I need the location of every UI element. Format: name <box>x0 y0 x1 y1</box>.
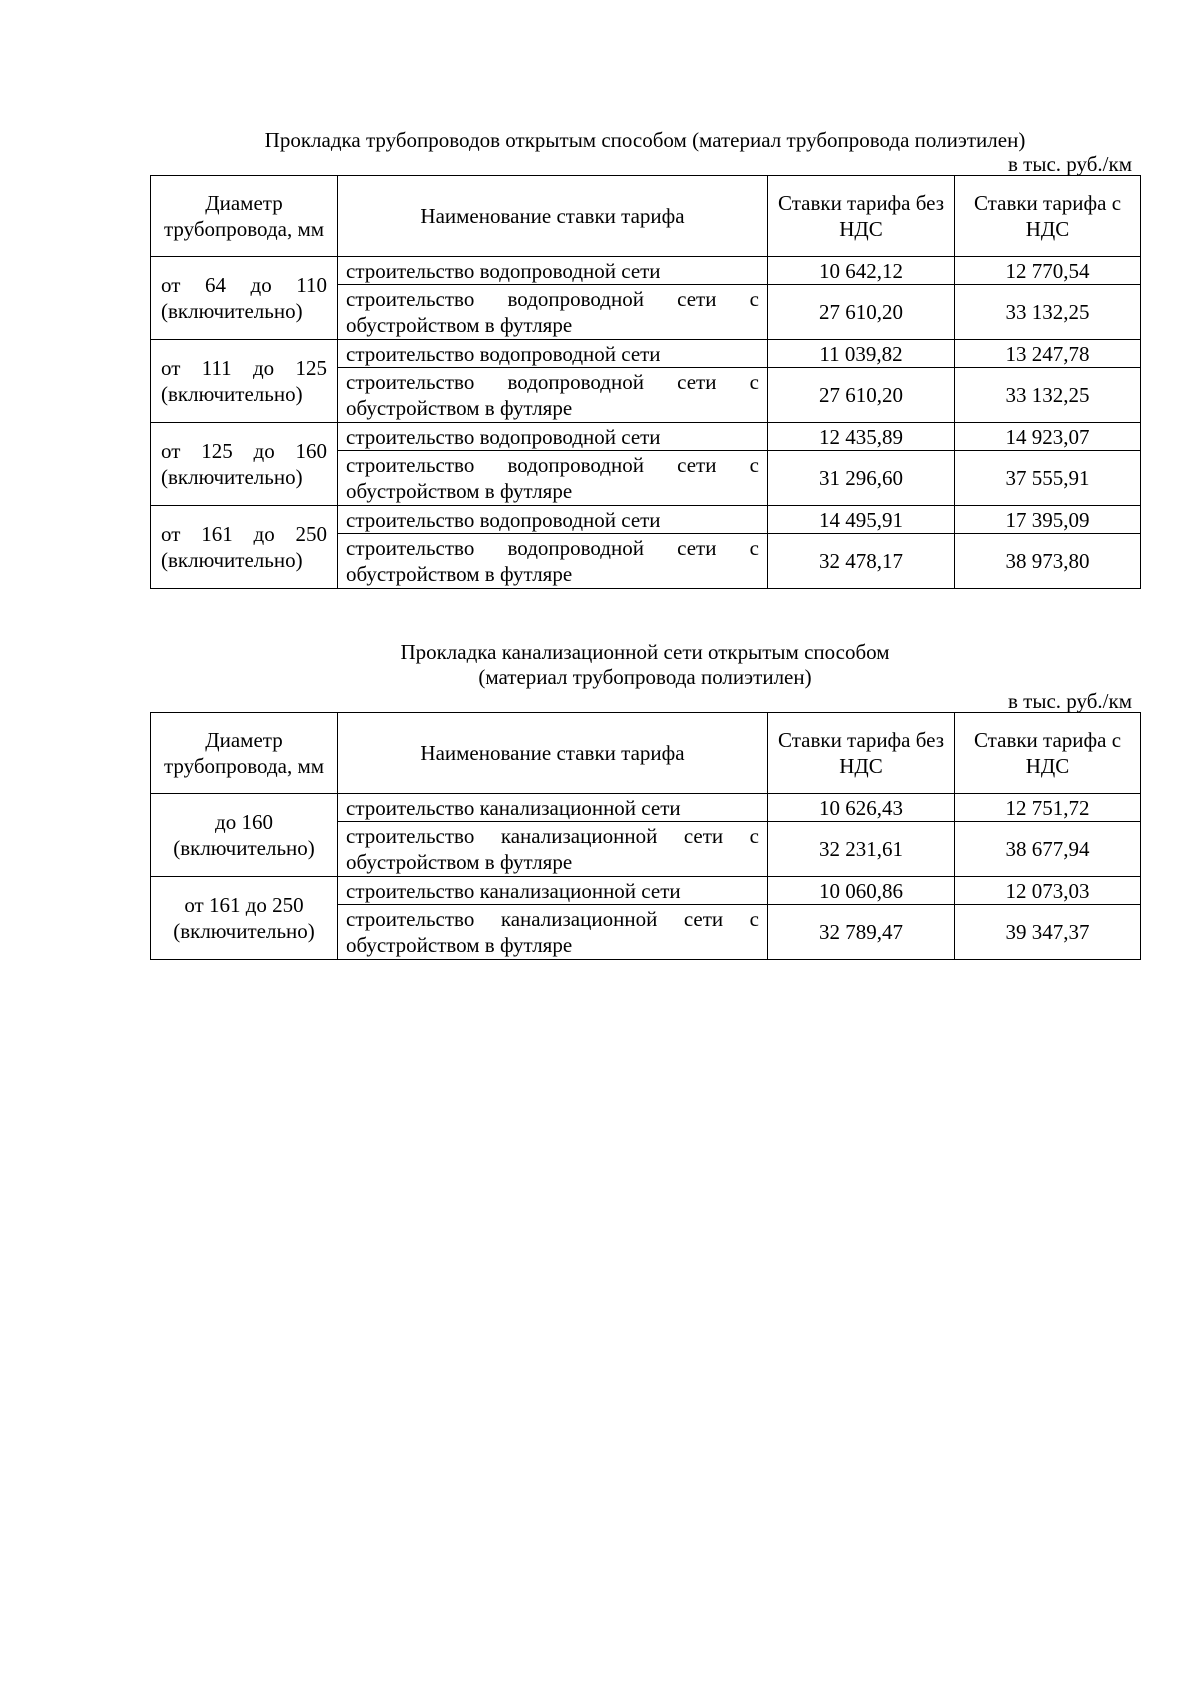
diameter-range: от 161 до 250 <box>184 893 304 917</box>
rate-with-vat-cell: 12 770,54 <box>955 257 1141 285</box>
rate-name-cell: строительство канализационной сети с обустройством в футляре <box>338 905 768 960</box>
rate-name-cell: строительство водопроводной сети <box>338 340 768 368</box>
rate-with-vat-cell: 37 555,91 <box>955 451 1141 506</box>
diameter-cell <box>151 340 338 423</box>
rate-name-cell: строительство водопроводной сети с обустройством в футляре <box>338 534 768 589</box>
rate-without-vat-cell: 31 296,60 <box>768 451 955 506</box>
rate-without-vat-cell: 11 039,82 <box>768 340 955 368</box>
diameter-range: от 161 до 250 <box>161 522 327 546</box>
rate-name-cell: строительство водопроводной сети с обустройством в футляре <box>338 368 768 423</box>
sewer-network-section <box>150 640 1140 960</box>
diameter-inclusive: (включительно) <box>161 382 303 406</box>
rate-with-vat-cell: 12 073,03 <box>955 877 1141 905</box>
rate-without-vat-cell: 10 626,43 <box>768 794 955 822</box>
rate-without-vat-cell: 12 435,89 <box>768 423 955 451</box>
diameter-range: от 125 до 160 <box>161 439 327 463</box>
rate-name-cell: строительство водопроводной сети <box>338 257 768 285</box>
rate-without-vat-cell: 14 495,91 <box>768 506 955 534</box>
table1-title: Прокладка трубопроводов открытым способом (материал трубопровода полиэтилен) <box>264 128 1026 152</box>
diameter-cell <box>151 423 338 506</box>
diameter-range: до 160 <box>215 810 273 834</box>
diameter-cell <box>151 877 338 960</box>
diameter-inclusive: (включительно) <box>161 299 303 323</box>
header-rate-with-vat: Ставки тарифа с НДС <box>955 713 1141 794</box>
rate-with-vat-cell: 39 347,37 <box>955 905 1141 960</box>
header-rate-name: Наименование ставки тарифа <box>338 713 768 794</box>
rate-name-cell: строительство канализационной сети <box>338 794 768 822</box>
diameter-inclusive: (включительно) <box>161 465 303 489</box>
rate-with-vat-cell: 17 395,09 <box>955 506 1141 534</box>
water-pipeline-section <box>150 128 1140 589</box>
table1-unit: в тыс. руб./км <box>1008 152 1132 176</box>
diameter-cell <box>151 257 338 340</box>
diameter-inclusive: (включительно) <box>173 919 315 943</box>
diameter-cell <box>151 794 338 877</box>
rate-with-vat-cell: 13 247,78 <box>955 340 1141 368</box>
rate-with-vat-cell: 38 677,94 <box>955 822 1141 877</box>
rate-with-vat-cell: 12 751,72 <box>955 794 1141 822</box>
rate-without-vat-cell: 32 789,47 <box>768 905 955 960</box>
header-rate-with-vat: Ставки тарифа с НДС <box>955 176 1141 257</box>
table-header-row <box>151 713 1141 794</box>
table-row <box>151 257 1141 285</box>
diameter-range: от 111 до 125 <box>161 356 327 380</box>
water-tariff-table <box>150 175 1141 589</box>
diameter-inclusive: (включительно) <box>161 548 303 572</box>
rate-without-vat-cell: 27 610,20 <box>768 368 955 423</box>
rate-name-cell: строительство водопроводной сети с обустройством в футляре <box>338 285 768 340</box>
header-diameter: Диаметр трубопровода, мм <box>151 176 338 257</box>
table-row <box>151 794 1141 822</box>
table2-unit: в тыс. руб./км <box>1008 689 1132 713</box>
rate-without-vat-cell: 32 231,61 <box>768 822 955 877</box>
rate-name-cell: строительство водопроводной сети <box>338 506 768 534</box>
diameter-inclusive: (включительно) <box>173 836 315 860</box>
sewer-tariff-table <box>150 712 1141 960</box>
header-rate-without-vat: Ставки тарифа без НДС <box>768 176 955 257</box>
rate-with-vat-cell: 38 973,80 <box>955 534 1141 589</box>
table-row <box>151 340 1141 368</box>
table-header-row <box>151 176 1141 257</box>
table2-title-line2: (материал трубопровода полиэтилен) <box>478 665 812 689</box>
rate-name-cell: строительство водопроводной сети <box>338 423 768 451</box>
rate-without-vat-cell: 27 610,20 <box>768 285 955 340</box>
header-rate-name: Наименование ставки тарифа <box>338 176 768 257</box>
rate-with-vat-cell: 14 923,07 <box>955 423 1141 451</box>
header-rate-without-vat: Ставки тарифа без НДС <box>768 713 955 794</box>
table2-title-line1: Прокладка канализационной сети открытым способом <box>400 640 890 664</box>
rate-name-cell: строительство канализационной сети <box>338 877 768 905</box>
diameter-range: от 64 до 110 <box>161 273 327 297</box>
table-row <box>151 423 1141 451</box>
table-row <box>151 506 1141 534</box>
rate-name-cell: строительство канализационной сети с обустройством в футляре <box>338 822 768 877</box>
rate-without-vat-cell: 32 478,17 <box>768 534 955 589</box>
rate-without-vat-cell: 10 642,12 <box>768 257 955 285</box>
table-row <box>151 877 1141 905</box>
diameter-cell <box>151 506 338 589</box>
rate-with-vat-cell: 33 132,25 <box>955 285 1141 340</box>
rate-name-cell: строительство водопроводной сети с обустройством в футляре <box>338 451 768 506</box>
rate-with-vat-cell: 33 132,25 <box>955 368 1141 423</box>
header-diameter: Диаметр трубопровода, мм <box>151 713 338 794</box>
rate-without-vat-cell: 10 060,86 <box>768 877 955 905</box>
